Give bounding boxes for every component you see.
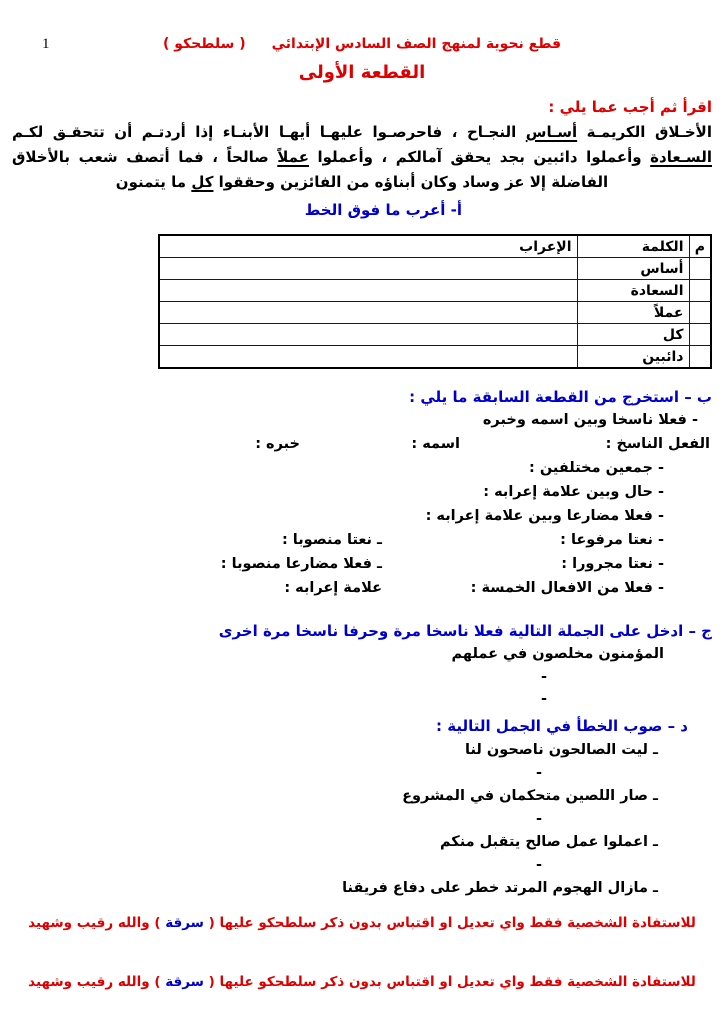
answer-cell bbox=[689, 258, 711, 280]
section-d-item: ـ صار اللصين متحكمان في المشروع bbox=[402, 788, 658, 804]
section-d-item: ـ اعملوا عمل صالح يتقبل منكم bbox=[439, 834, 658, 850]
piece-title: القطعة الأولى bbox=[298, 62, 426, 83]
nasekh-answer-row bbox=[12, 432, 712, 456]
header-title bbox=[163, 36, 561, 52]
mudari-mansoub-label: ـ فعلا مضارعا منصوبا : bbox=[220, 556, 382, 572]
page-number: 1 bbox=[42, 36, 50, 52]
copyright-highlight: سرقة bbox=[165, 915, 204, 931]
naat-majrour-label: - نعتا مجرورا : bbox=[561, 556, 664, 572]
answer-dash: - bbox=[540, 669, 547, 685]
section-b-heading: ب – استخرج من القطعة السابقة ما يلي : bbox=[409, 388, 712, 406]
nasekh-ism-label: اسمه : bbox=[411, 436, 460, 452]
table-row bbox=[159, 302, 711, 324]
table-row bbox=[159, 258, 711, 280]
section-b-row-1 bbox=[12, 528, 712, 552]
section-b-row-3 bbox=[12, 576, 712, 600]
copyright-text: للاستفادة الشخصية فقط واي تعديل او اقتباس بدون ذكر سلطحكو عليها ( bbox=[203, 915, 696, 931]
section-b-item-mudari: - فعلا مضارعا وبين علامة إعرابه : bbox=[425, 508, 664, 524]
copyright-notice bbox=[12, 914, 712, 932]
header-title-text: قطع نحوية لمنهج الصف السادس الإبتدائي bbox=[271, 36, 562, 52]
table-header-row bbox=[159, 235, 711, 258]
passage-segment: صالحاً ، فما أتصف شعب بالأخلاق الفاضلة إلا عز وساد وكان أبناؤه من الفائزين وحققوا bbox=[12, 148, 609, 191]
section-d-item: ـ مازال الهجوم المرتد خطر على دفاع فريقنا bbox=[342, 880, 658, 896]
table-row bbox=[159, 280, 711, 302]
answer-dash: - bbox=[540, 691, 547, 707]
copyright-text: ) والله رقيب وشهيد bbox=[28, 915, 166, 931]
answer-cell bbox=[689, 324, 711, 346]
copyright-text: ) والله رقيب وشهيد bbox=[28, 974, 166, 990]
table-row bbox=[159, 324, 711, 346]
answer-cell bbox=[159, 346, 577, 369]
read-prompt: اقرأ ثم أجب عما يلي : bbox=[548, 98, 712, 116]
copyright-text: للاستفادة الشخصية فقط واي تعديل او اقتباس بدون ذكر سلطحكو عليها ( bbox=[203, 974, 696, 990]
answer-cell bbox=[689, 302, 711, 324]
naat-mansoub-label: ـ نعتا منصوبا : bbox=[281, 532, 382, 548]
word-cell: دائبين bbox=[577, 346, 689, 369]
section-c-heading: ج – ادخل على الجملة التالية فعلا ناسخا مرة وحرفا ناسخا مرة اخرى bbox=[218, 622, 712, 640]
section-c-sentence: المؤمنون مخلصون في عملهم bbox=[451, 646, 664, 662]
word-cell: عملاً bbox=[577, 302, 689, 324]
column-header-irab: الإعراب bbox=[159, 235, 577, 258]
answer-cell bbox=[689, 346, 711, 369]
underlined-word: أسـاس bbox=[525, 123, 578, 141]
document-header bbox=[12, 36, 712, 56]
column-header-num: م bbox=[689, 235, 711, 258]
table-row bbox=[159, 346, 711, 369]
answer-dash: - bbox=[535, 857, 542, 873]
section-b-row-2 bbox=[12, 552, 712, 576]
passage-segment: الأخـلاق الكريمـة bbox=[577, 123, 712, 141]
section-b-item-hal: - حال وبين علامة إعرابه : bbox=[483, 484, 664, 500]
passage-segment: ما يتمنون bbox=[115, 173, 192, 191]
section-b-item-two-plurals: - جمعين مختلفين : bbox=[529, 460, 664, 476]
answer-cell bbox=[689, 280, 711, 302]
underlined-word: السـعادة bbox=[650, 148, 712, 166]
irab-sign-label: علامة إعرابه : bbox=[284, 580, 382, 596]
answer-cell bbox=[159, 302, 577, 324]
word-cell: كل bbox=[577, 324, 689, 346]
naat-marfou-label: - نعتا مرفوعا : bbox=[560, 532, 664, 548]
column-header-word: الكلمة bbox=[577, 235, 689, 258]
irab-table bbox=[158, 234, 712, 369]
section-d-item: ـ ليت الصالحون ناصحون لنا bbox=[465, 742, 658, 758]
passage-text bbox=[12, 120, 712, 195]
answer-dash: - bbox=[535, 811, 542, 827]
nasekh-verb-label: الفعل الناسخ : bbox=[605, 436, 710, 452]
nasekh-khabar-label: خبره : bbox=[255, 436, 300, 452]
copyright-notice bbox=[12, 973, 712, 991]
passage-segment: وأعملوا دائبين بجد يحقق آمالكم ، وأعملوا bbox=[308, 148, 651, 166]
underlined-word: كل bbox=[191, 173, 214, 191]
word-cell: أساس bbox=[577, 258, 689, 280]
answer-cell bbox=[159, 324, 577, 346]
header-brand: ( سلطحكو ) bbox=[162, 36, 246, 52]
word-cell: السعادة bbox=[577, 280, 689, 302]
answer-dash: - bbox=[535, 765, 542, 781]
passage-segment: النجـاح ، فاحرصـوا عليهـا أيهـا الأبنـاء إذا أردتـم أن تتحقـق لكـم bbox=[12, 123, 526, 141]
copyright-highlight: سرقة bbox=[165, 974, 204, 990]
five-verbs-label: - فعلا من الافعال الخمسة : bbox=[470, 580, 664, 596]
underlined-word: عملاً bbox=[277, 148, 309, 166]
answer-cell bbox=[159, 258, 577, 280]
section-b-item-nasekh: - فعلا ناسخا وبين اسمه وخبره bbox=[482, 412, 698, 428]
section-d-heading: د – صوب الخطأ في الجمل التالية : bbox=[436, 717, 688, 735]
answer-cell bbox=[159, 280, 577, 302]
section-a-heading: أ- أعرب ما فوق الخط bbox=[304, 201, 462, 219]
